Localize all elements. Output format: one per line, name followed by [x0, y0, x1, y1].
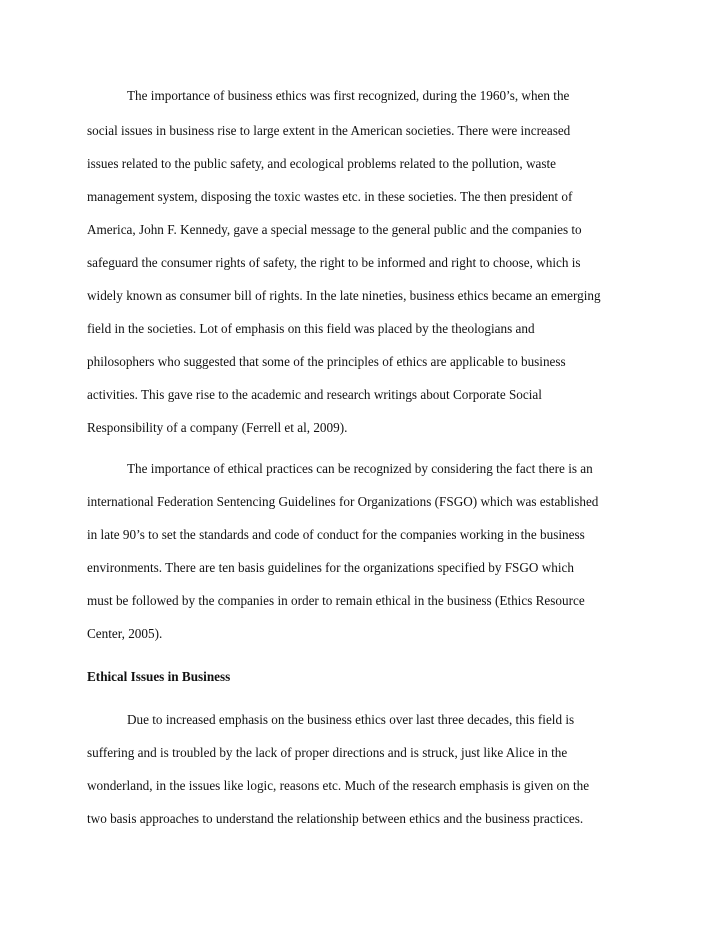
- paragraph-1-line-3: issues related to the public safety, and ecological problems related to the pollution, waste: [87, 156, 556, 171]
- section-heading: Ethical Issues in Business: [87, 669, 231, 684]
- paragraph-3-line-2: suffering and is troubled by the lack of proper directions and is struck, just like Alice in the: [87, 745, 568, 760]
- paragraph-1-line-7: widely known as consumer bill of rights. In the late nineties, business ethics became an emerging: [87, 288, 601, 303]
- paragraph-1-line-11: Responsibility of a company (Ferrell et al, 2009).: [87, 420, 348, 435]
- paragraph-1-line-6: safeguard the consumer rights of safety, the right to be informed and right to choose, which is: [87, 255, 581, 270]
- paragraph-2-line-4: environments. There are ten basis guidelines for the organizations specified by FSGO which: [87, 560, 574, 575]
- paragraph-1-line-2: social issues in business rise to large extent in the American societies. There were increased: [87, 123, 571, 138]
- paragraph-2-line-6: Center, 2005).: [87, 626, 163, 641]
- paragraph-3-line-4: two basis approaches to understand the relationship between ethics and the business practices.: [87, 811, 584, 826]
- paragraph-3-line-1: Due to increased emphasis on the business ethics over last three decades, this field is: [127, 712, 575, 727]
- paragraph-1-line-8: field in the societies. Lot of emphasis on this field was placed by the theologians and: [87, 321, 535, 336]
- paragraph-2-line-2: international Federation Sentencing Guidelines for Organizations (FSGO) which was established: [87, 494, 599, 509]
- paragraph-1-line-9: philosophers who suggested that some of the principles of ethics are applicable to business: [87, 354, 566, 369]
- paragraph-2-line-1: The importance of ethical practices can be recognized by considering the fact there is an: [127, 461, 593, 476]
- paragraph-2-line-3: in late 90’s to set the standards and code of conduct for the companies working in the business: [87, 527, 585, 542]
- paragraph-1-line-5: America, John F. Kennedy, gave a special message to the general public and the companies to: [87, 222, 582, 237]
- paragraph-1-line-4: management system, disposing the toxic wastes etc. in these societies. The then president of: [87, 189, 573, 204]
- paragraph-1-line-1: The importance of business ethics was first recognized, during the 1960’s, when the: [127, 88, 570, 103]
- paragraph-3-line-3: wonderland, in the issues like logic, reasons etc. Much of the research emphasis is given on the: [87, 778, 590, 793]
- paragraph-1-line-10: activities. This gave rise to the academic and research writings about Corporate Social: [87, 387, 542, 402]
- paragraph-2-line-5: must be followed by the companies in order to remain ethical in the business (Ethics Resource: [87, 593, 585, 608]
